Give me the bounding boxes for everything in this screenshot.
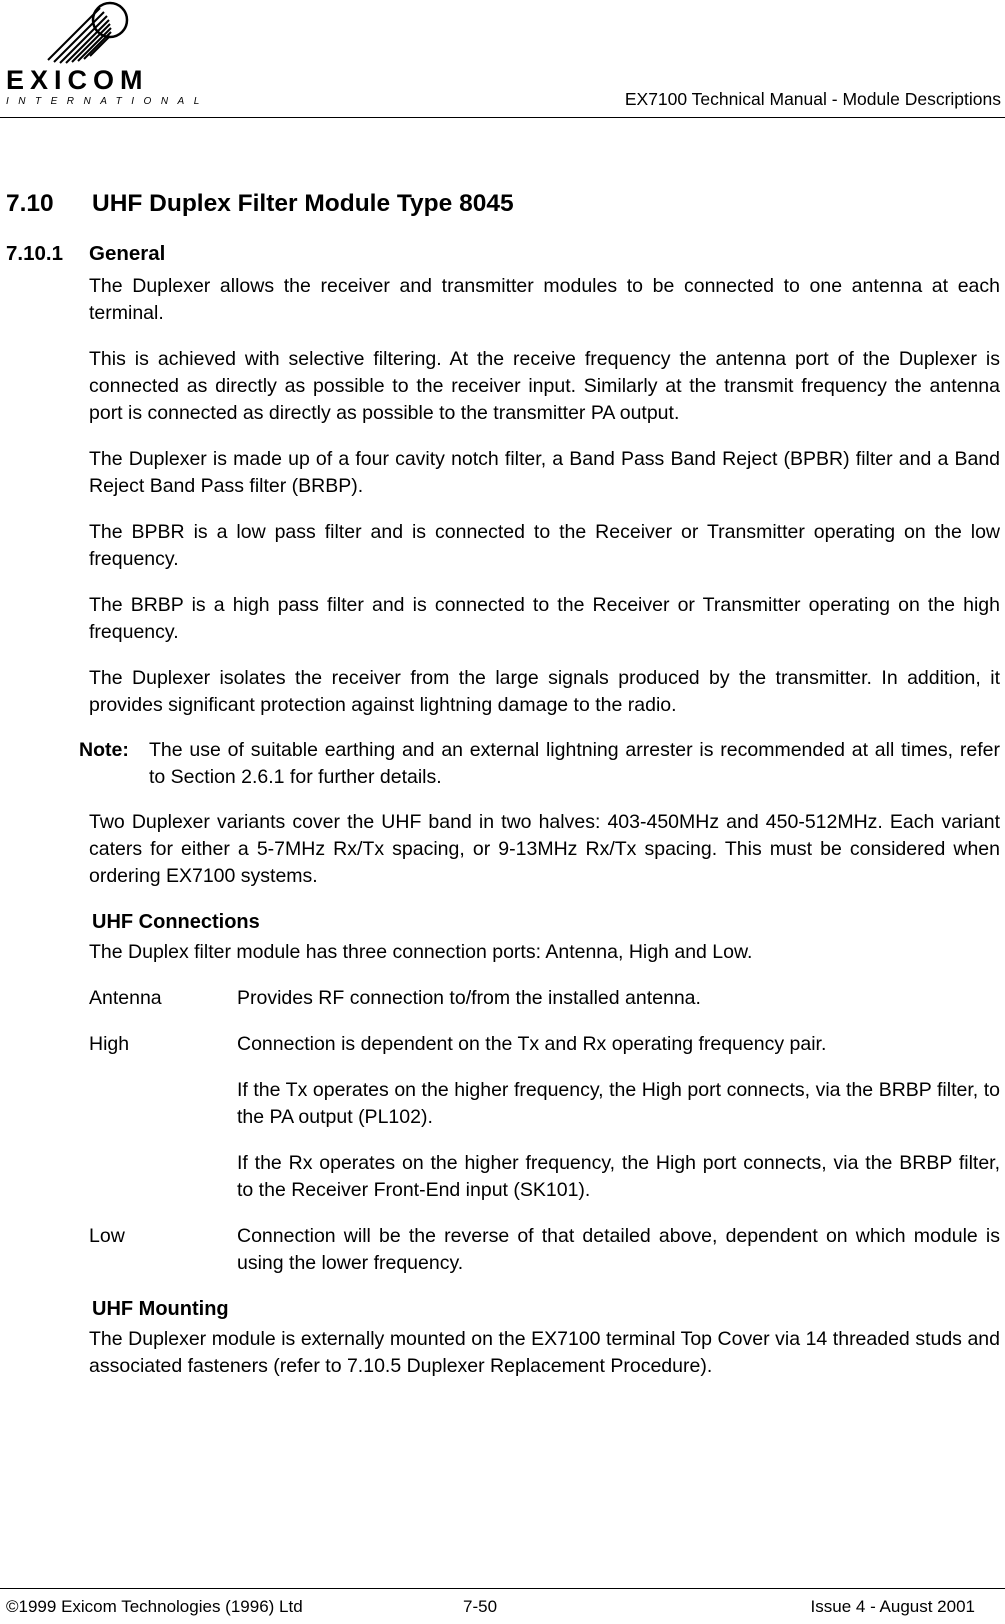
definition-high: [89, 1031, 1000, 1204]
definition-text: If the Rx operates on the higher frequency, the High port connects, via the BRBP filter, to the Receiver Front-End input (SK101).: [237, 1152, 1000, 1201]
definition-low: [89, 1223, 1000, 1277]
definition-text: If the Tx operates on the higher frequency, the High port connects, via the BRBP filter, to the PA output (PL102).: [237, 1079, 1000, 1128]
subsection-title: General: [89, 242, 166, 265]
definition-description: [237, 985, 1000, 1012]
mounting-heading: UHF Mounting: [92, 1298, 229, 1320]
page-number: 7-50: [463, 1597, 498, 1616]
logo-emblem: [48, 3, 127, 63]
definition-term: Low: [89, 1225, 125, 1247]
logo-subtitle: INTERNATIONAL: [6, 96, 209, 107]
connections-heading: UHF Connections: [92, 911, 260, 933]
mounting-text: The Duplexer module is externally mounted on the EX7100 terminal Top Cover via 14 threaded studs and associated fasteners (refer to 7.10.5 Duplexer Replacement Procedure).: [89, 1328, 1000, 1377]
paragraph: The Duplexer isolates the receiver from the large signals produced by the transmitter. In addition, it provides significant protection against lightning damage to the radio.: [89, 667, 1000, 716]
connections-intro: The Duplex filter module has three connection ports: Antenna, High and Low.: [89, 941, 753, 963]
paragraph: The Duplexer allows the receiver and transmitter modules to be connected to one antenna at each terminal.: [89, 275, 1000, 324]
definition-antenna: [89, 985, 1000, 1012]
footer-issue: Issue 4 - August 2001: [810, 1597, 975, 1616]
definition-description: [237, 1031, 1000, 1204]
definition-text: Connection is dependent on the Tx and Rx operating frequency pair.: [237, 1033, 827, 1055]
exicom-logo: [0, 0, 209, 112]
note-label: Note:: [79, 739, 129, 761]
body-text: [79, 273, 1000, 1399]
paragraph: The BRBP is a high pass filter and is connected to the Receiver or Transmitter operating on the high frequency.: [89, 594, 1000, 643]
paragraph: The Duplexer is made up of a four cavity notch filter, a Band Pass Band Reject (BPBR) filter and a Band Reject Band Pass filter (BRBP).: [89, 448, 1000, 497]
footer-divider: [0, 1588, 1005, 1589]
definition-description: [237, 1223, 1000, 1277]
note-text: The use of suitable earthing and an external lightning arrester is recommended at all times, refer to Section 2.6.1 for further details.: [149, 739, 1000, 788]
footer-copyright: ©1999 Exicom Technologies (1996) Ltd: [6, 1597, 303, 1616]
definition-term: High: [89, 1033, 130, 1055]
note-block: [79, 737, 1000, 791]
section-number: 7.10: [6, 190, 54, 217]
paragraph: The BPBR is a low pass filter and is connected to the Receiver or Transmitter operating on the low frequency.: [89, 521, 1000, 570]
paragraph: Two Duplexer variants cover the UHF band in two halves: 403-450MHz and 450-512MHz. Each variant caters for either a 5-7MHz Rx/Tx spacing, or 9-13MHz Rx/Tx spacing. This must be considered when ordering EX7100 systems.: [89, 811, 1000, 887]
subsection-heading: [6, 242, 165, 266]
paragraph: This is achieved with selective filtering. At the receive frequency the antenna port of the Duplexer is connected as directly as possible to the receiver input. Similarly at the transmit frequency the antenna port is connected as directly as possible to the transmitter PA output.: [89, 348, 1000, 424]
section-heading: [6, 190, 514, 218]
definition-text: Provides RF connection to/from the installed antenna.: [237, 987, 701, 1009]
header-divider: [0, 117, 1005, 118]
section-title: UHF Duplex Filter Module Type 8045: [92, 190, 514, 217]
header-title: EX7100 Technical Manual - Module Descriptions: [624, 89, 1001, 109]
definition-term: Antenna: [89, 987, 162, 1009]
definition-text: Connection will be the reverse of that detailed above, dependent on which module is using the lower frequency.: [237, 1225, 1000, 1274]
logo-wordmark: EXICOM: [6, 65, 149, 95]
subsection-number: 7.10.1: [6, 242, 63, 265]
